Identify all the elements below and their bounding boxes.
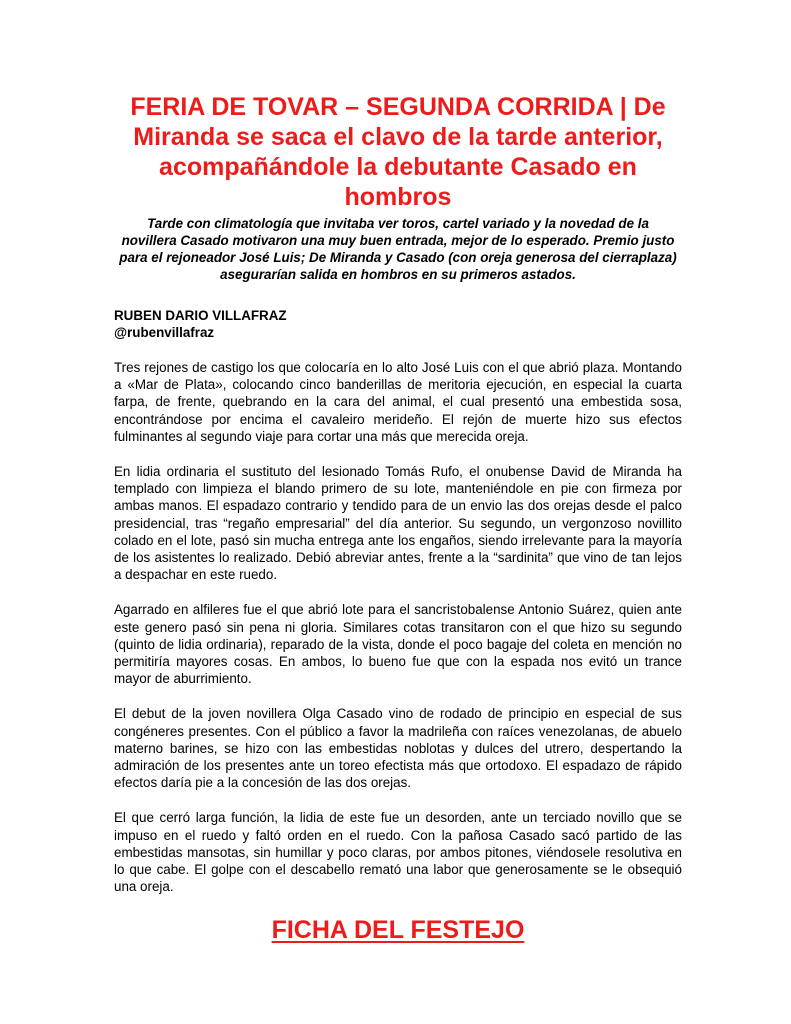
article xyxy=(114,92,682,945)
article-subtitle: Tarde con climatología que invitaba ver toros, cartel variado y la novedad de la novillera Casado motivaron una muy buen entrada, mejor de lo esperado. Premio justo para el rejoneador José Luis; De Miranda y Casado (con oreja generosa del cierraplaza) asegurarían salida en hombros en su primeros astados. xyxy=(119,216,677,282)
paragraph: El debut de la joven novillera Olga Casado vino de rodado de principio en especial de sus congéneres presentes. Con el público a favor la madrileña con raíces venezolanas, de abuelo materno barines, se hizo con las embestidas noblotas y dulces del utrero, despertando la admiración de los presentes ante un toreo efectista más que ortodoxo. El espadazo de rápido efectos daría pie a la concesión de las dos orejas. xyxy=(114,706,682,791)
paragraph: El que cerró larga función, la lidia de este fue un desorden, ante un terciado novillo que se impuso en el ruedo y faltó orden en el ruedo. Con la pañosa Casado sacó partido de las embestidas mansotas, sin humillar y poco claras, por ambos pitones, viéndosele resolutiva en lo que cabe. El golpe con el descabello remató una labor que generosamente se le obsequió una oreja. xyxy=(114,810,682,895)
author-name: RUBEN DARIO VILLAFRAZ xyxy=(114,308,287,323)
paragraph: Agarrado en alfileres fue el que abrió lote para el sancristobalense Antonio Suárez, quien ante este genero pasó sin pena ni gloria. Similares cotas transitaron con el que hizo su segundo (quinto de lidia ordinaria), reparado de la vista, donde el poco bagaje del coleta en mención no permitiría mayores cosas. En ambos, lo bueno fue que con la espada nos evitó un trance mayor de aburrimiento. xyxy=(114,602,682,687)
author-handle: @rubenvillafraz xyxy=(114,325,215,340)
paragraph: En lidia ordinaria el sustituto del lesionado Tomás Rufo, el onubense David de Miranda ha templado con limpieza el blando primero de su lote, manteniéndole en pie con firmeza por ambas manos. El espadazo contrario y tendido para de un envio las dos orejas desde el palco presidencial, tras “regaño empresarial” del día anterior. Su segundo, un vergonzoso novillito colado en el lote, pasó sin mucha entrega ante los engaños, siendo irrelevante para la mayoría de los asistentes lo realizado. Debió abreviar antes, frente a la “sardinita” que vino de tan lejos a despachar en este ruedo. xyxy=(114,464,682,583)
paragraph: Tres rejones de castigo los que colocaría en lo alto José Luis con el que abrió plaza. Montando a «Mar de Plata», colocando cinco banderillas de meritoria ejecución, en especial la cuarta farpa, de frente, quebrando en la cara del animal, el cual presentó una embestida sosa, encontrándose por encima el cavaleiro merideño. El rejón de muerte hizo sus efectos fulminantes al segundo viaje para cortar una más que merecida oreja. xyxy=(114,360,682,444)
section-title: FICHA DEL FESTEJO xyxy=(271,916,525,945)
byline xyxy=(114,307,682,341)
article-title: FERIA DE TOVAR – SEGUNDA CORRIDA | De Miranda se saca el clavo de la tarde anterior, acompañándole la debutante Casado en hombros xyxy=(130,93,666,211)
